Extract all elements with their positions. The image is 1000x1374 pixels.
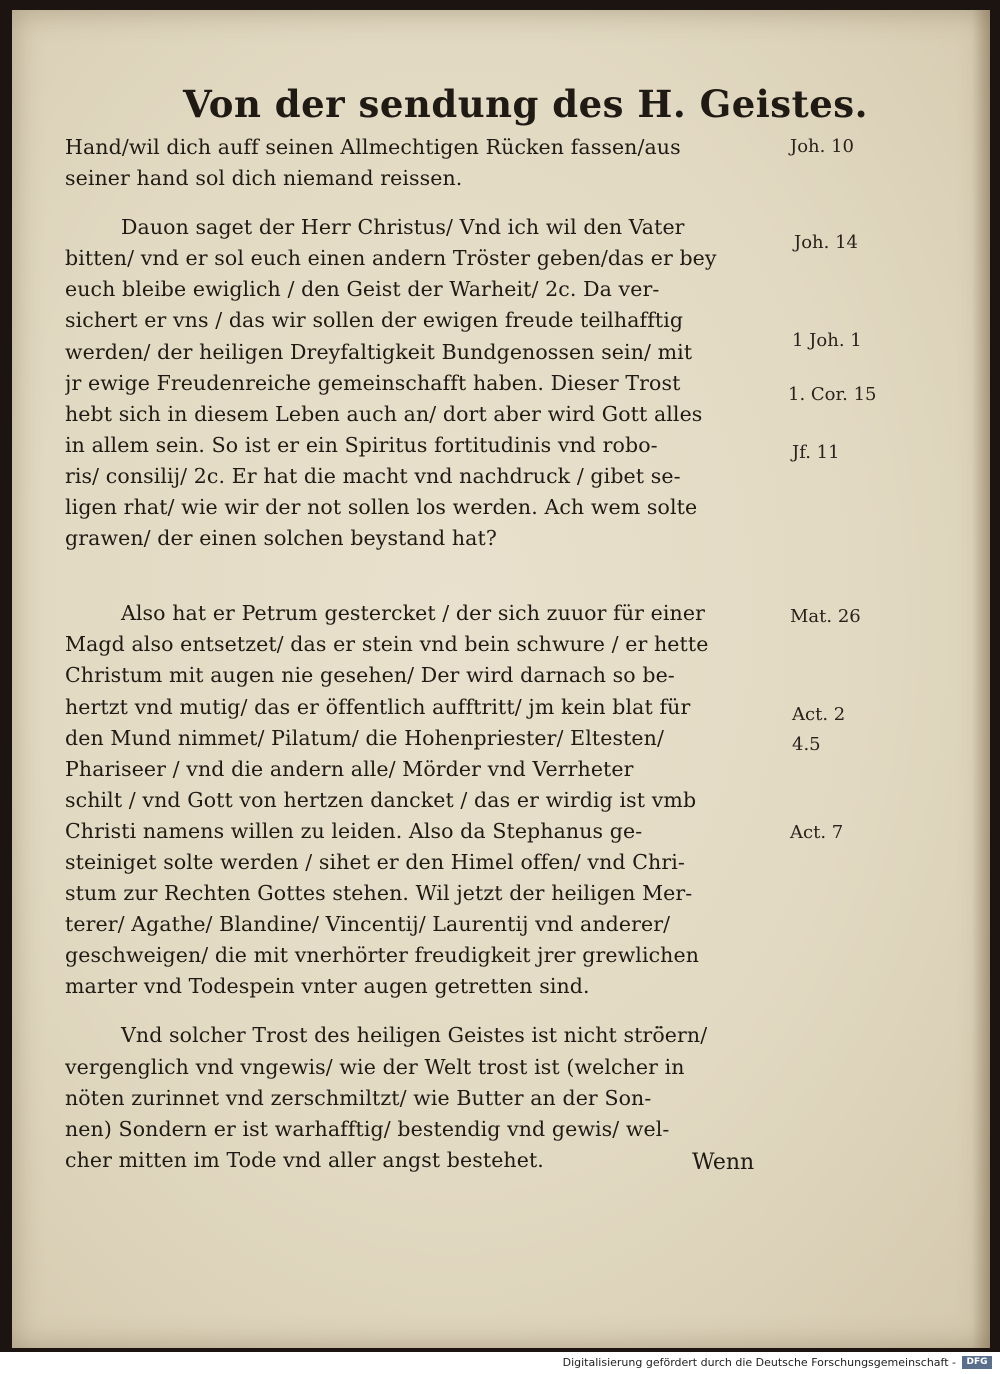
margin-note: Mat. 26: [790, 606, 861, 627]
text-line: cher mitten im Tode vnd aller angst bestehet.: [65, 1147, 544, 1172]
text-line: Also hat er Petrum gestercket / der sich zuuor für einer: [121, 601, 705, 626]
footer-strip: [0, 1352, 1000, 1374]
text-line: jr ewige Freudenreiche gemeinschafft haben. Dieser Trost: [65, 370, 681, 395]
text-line: hertzt vnd mutig/ das er öffentlich aufftritt/ jm kein blat für: [65, 694, 691, 719]
text-line: den Mund nimmet/ Pilatum/ die Hohenpriester/ Eltesten/: [65, 725, 664, 750]
text-line: stum zur Rechten Gottes stehen. Wil jetzt der heiligen Mer-: [65, 881, 693, 906]
text-line: Christum mit augen nie gesehen/ Der wird darnach so be-: [65, 663, 675, 688]
margin-note: Joh. 14: [794, 232, 858, 253]
text-line: nen) Sondern er ist warhafftig/ bestendig vnd gewis/ wel-: [65, 1116, 670, 1141]
text-line: ligen rhat/ wie wir der not sollen los werden. Ach wem solte: [65, 495, 698, 520]
margin-note: 1. Cor. 15: [788, 384, 877, 405]
text-line: Magd also entsetzet/ das er stein vnd bein schwure / er hette: [65, 632, 709, 657]
text-line: Dauon saget der Herr Christus/ Vnd ich wil den Vater: [121, 215, 685, 240]
text-line: sichert er vns / das wir sollen der ewigen freude teilhafftig: [65, 308, 684, 333]
margin-note: Joh. 10: [790, 136, 854, 157]
text-line: ris/ consilij/ 2c. Er hat die macht vnd nachdruck / gibet se-: [65, 463, 681, 488]
paragraph-2: [65, 212, 785, 554]
text-line: Hand/wil dich auff seinen Allmechtigen Rücken fassen/aus: [65, 135, 681, 159]
text-line: in allem sein. So ist er ein Spiritus fortitudinis vnd robo-: [65, 432, 658, 457]
text-line: nöten zurinnet vnd zerschmiltzt/ wie Butter an der Son-: [65, 1085, 652, 1110]
text-line: geschweigen/ die mit vnerhörter freudigkeit jrer grewlichen: [65, 943, 700, 968]
book-page: [12, 10, 990, 1348]
paragraph-gap: [65, 572, 785, 598]
running-head: Von der sendung des H. Geistes.: [183, 82, 868, 126]
paragraph-4: [65, 1020, 785, 1175]
text-line: terer/ Agathe/ Blandine/ Vincentij/ Laurentij vnd anderer/: [65, 912, 671, 937]
text-line: Phariseer / vnd die andern alle/ Mörder vnd Verrheter: [65, 756, 634, 781]
margin-note: 4.5: [792, 734, 821, 755]
text-line: marter vnd Todespein vnter augen getretten sind.: [65, 974, 590, 999]
text-line: euch bleibe ewiglich / den Geist der Warheit/ 2c. Da ver-: [65, 277, 660, 302]
paragraph-1: [65, 132, 785, 194]
text-line: grawen/ der einen solchen beystand hat?: [65, 526, 497, 551]
margin-note: Act. 2: [792, 704, 846, 725]
text-line: hebt sich in diesem Leben auch an/ dort aber wird Gott alles: [65, 401, 703, 426]
page-edge-shadow: [972, 10, 990, 1348]
text-line: seiner hand sol dich niemand reissen.: [65, 166, 463, 191]
text-line: Vnd solcher Trost des heiligen Geistes ist nicht strö̈ern/: [121, 1023, 708, 1048]
paragraph-3: [65, 598, 785, 1002]
catchword: Wenn: [692, 1150, 755, 1175]
text-line: vergenglich vnd vngewis/ wie der Welt trost ist (welcher in: [65, 1054, 685, 1079]
text-line: Christi namens willen zu leiden. Also da Stephanus ge-: [65, 818, 643, 843]
text-line: werden/ der heiligen Dreyfaltigkeit Bundgenossen sein/ mit: [65, 339, 693, 364]
text-line: bitten/ vnd er sol euch einen andern Tröster geben/das er bey: [65, 246, 717, 271]
margin-note: Act. 7: [790, 822, 844, 843]
footer-credit: Digitalisierung gefördert durch die Deutsche Forschungsgemeinschaft -: [562, 1356, 956, 1369]
margin-note: Jf. 11: [792, 442, 840, 463]
dfg-logo: DFG: [962, 1356, 992, 1369]
margin-note: 1 Joh. 1: [792, 330, 862, 351]
text-line: steiniget solte werden / sihet er den Himel offen/ vnd Chri-: [65, 849, 685, 874]
text-line: schilt / vnd Gott von hertzen dancket / das er wirdig ist vmb: [65, 787, 697, 812]
